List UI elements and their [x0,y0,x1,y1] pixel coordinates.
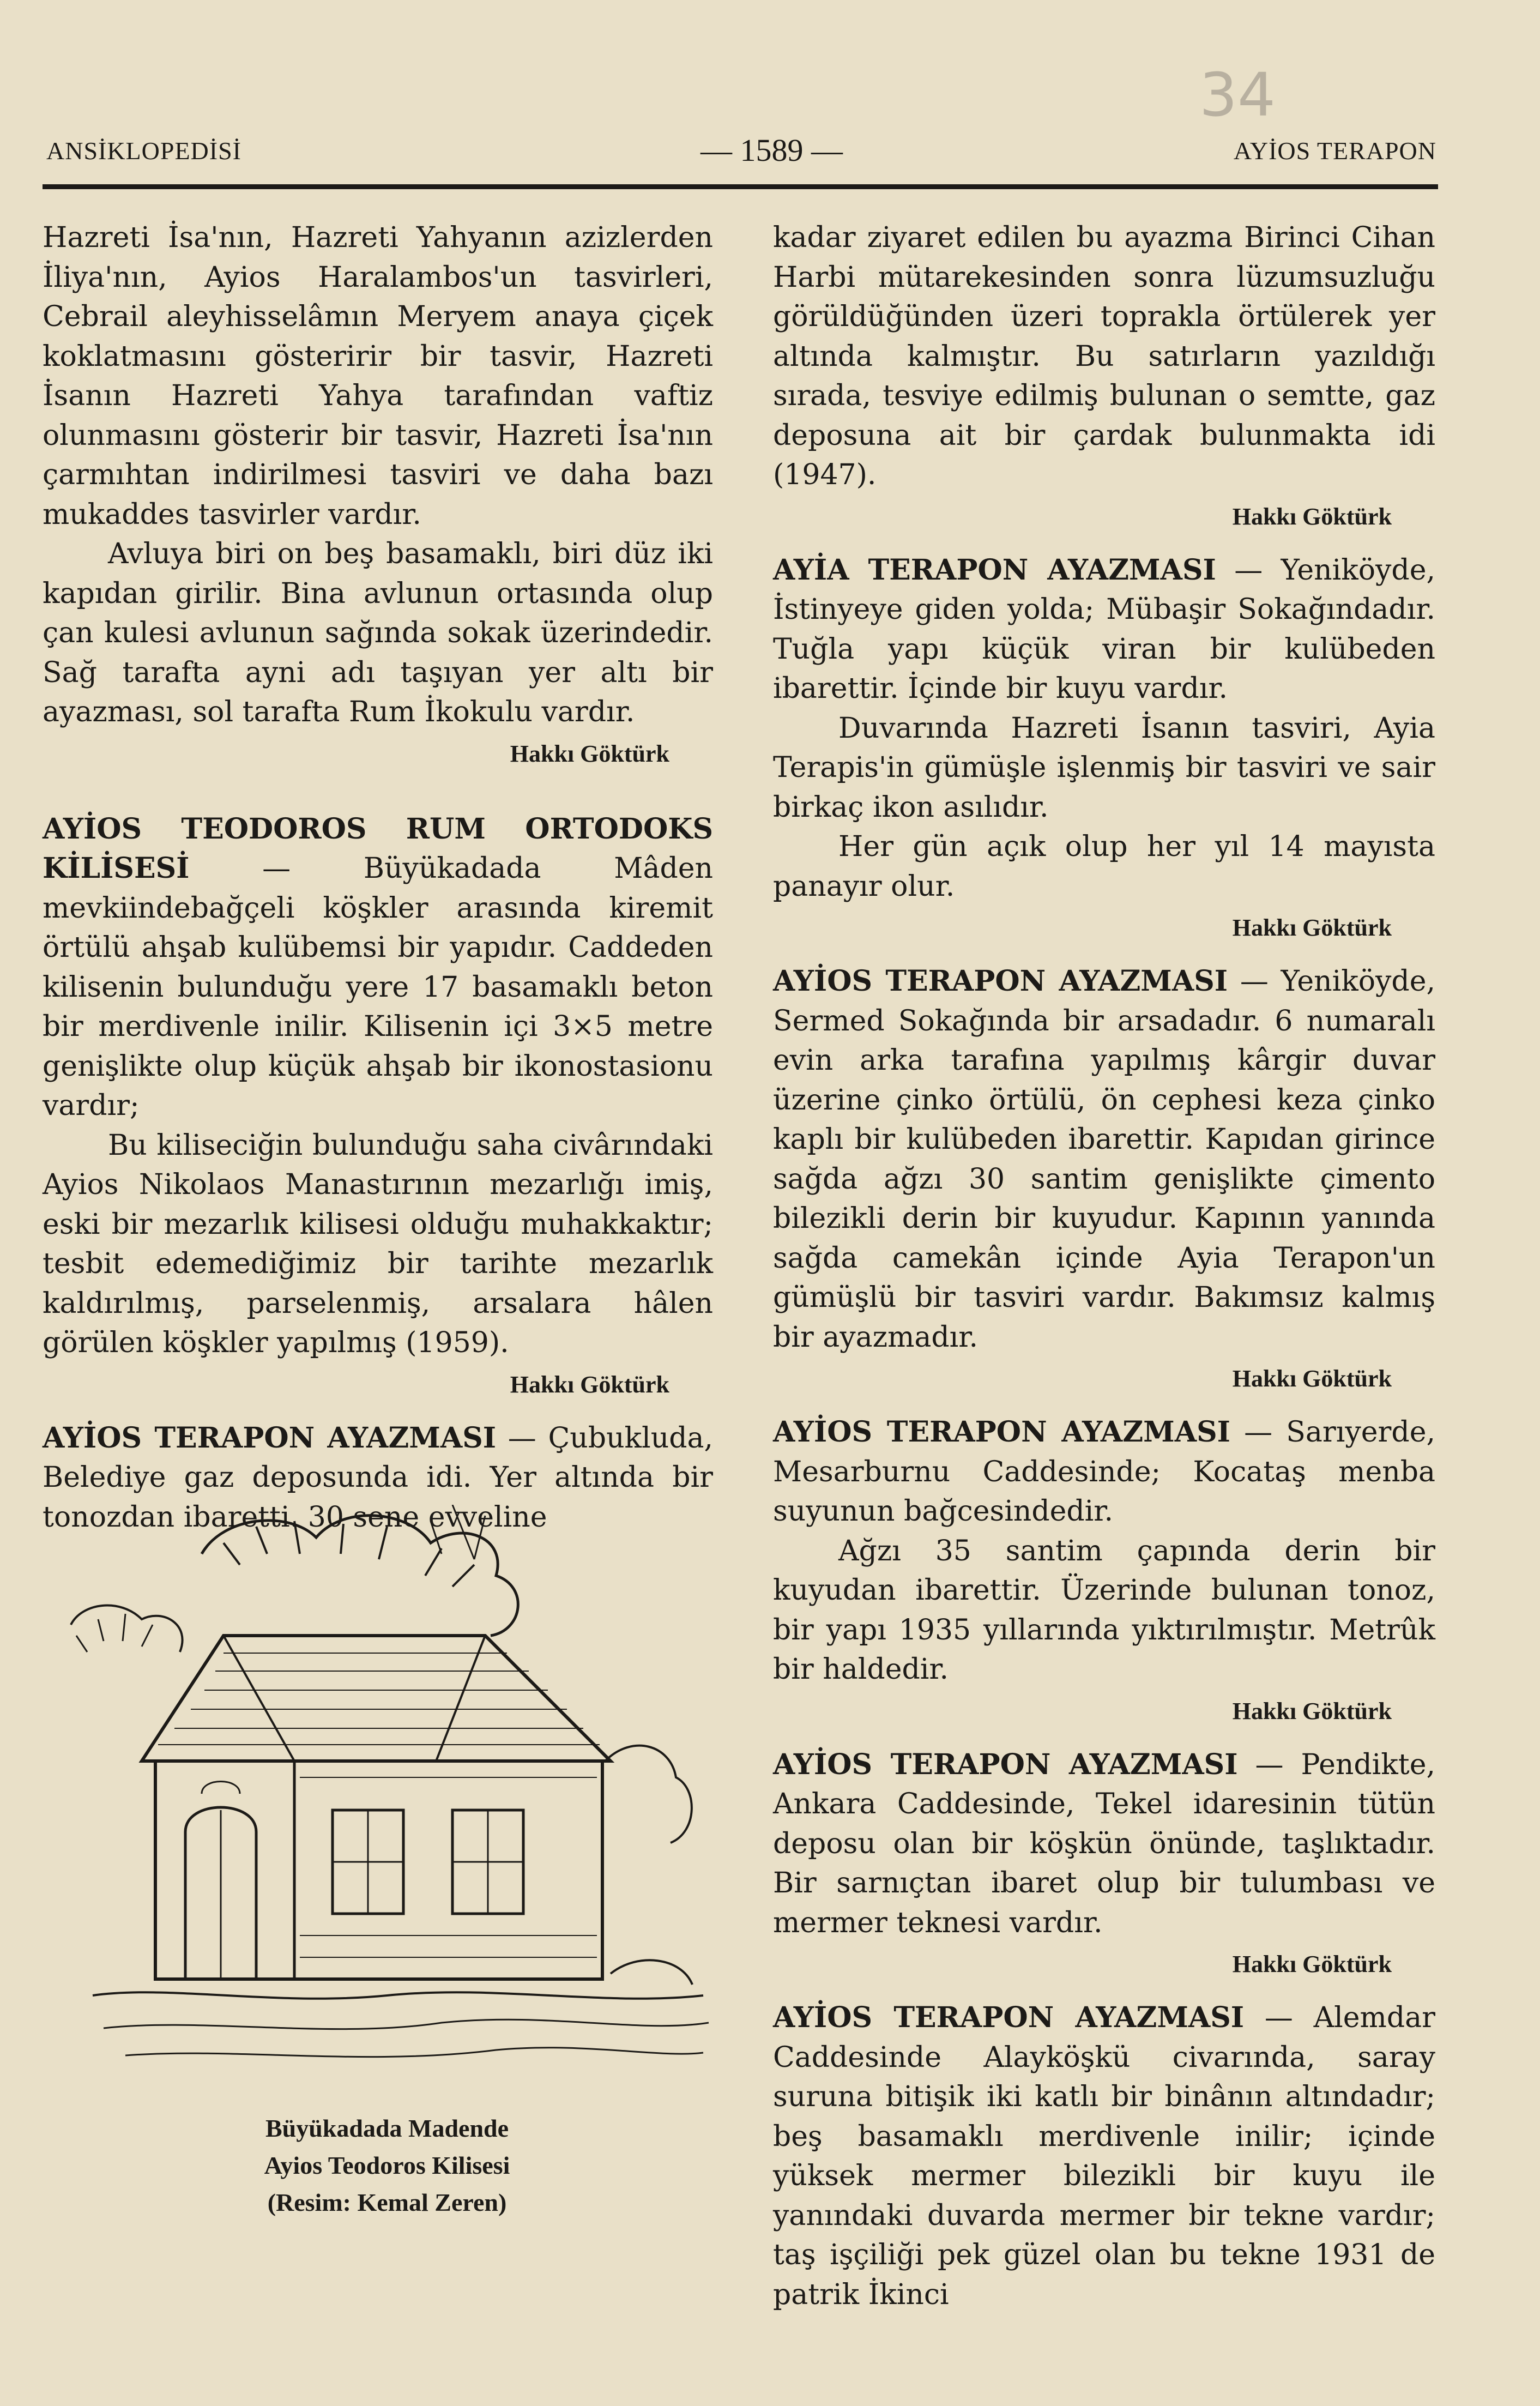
right-column [773,218,1435,2314]
paragraph: Ağzı 35 santim çapında derin bir kuyudan ibarettir. Üzerinde bulunan tonoz, bir yapı 1935 yıllarında yıktırılmıştır. Metrûk bir haldedir. [773,1534,1435,1686]
entry-ayios-teodoros [43,810,713,1126]
entry-text: — Yeniköyde, İstinyeye giden yolda; Mübaşir Sokağındadır. Tuğla yapı küçük viran bir kulübeden ibarettir. İçinde bir kuyu vardır. [773,553,1436,705]
caption-line: Büyükadada Madende [265,2114,509,2142]
author-signature: Hakkı Göktürk [510,1371,669,1398]
paragraph: Her gün açık olup her yıl 14 mayısta panayır olur. [773,830,1435,903]
entry-title: AYİOS TERAPON AYAZMASI [773,1415,1230,1449]
author-signature: Hakkı Göktürk [1232,1365,1392,1392]
author-signature: Hakkı Göktürk [1232,503,1392,530]
paragraph: Duvarında Hazreti İsanın tasviri, Ayia Terapis'in gümüşle işlenmiş bir tasviri ve sair birkaç ikon asılıdır. [773,711,1435,824]
entry-title: AYİA TERAPON AYAZMASI [773,553,1216,587]
entry-ayios-terapon-alemdar [773,1998,1435,2314]
author-signature: Hakkı Göktürk [1232,1697,1392,1724]
handwritten-page-note: 34 [1199,60,1276,130]
left-column [43,218,713,1537]
author-signature: Hakkı Göktürk [510,740,669,767]
caption-line: Ayios Teodoros Kilisesi [264,2151,510,2179]
entry-title: AYİOS TERAPON AYAZMASI [43,1421,497,1455]
running-header [46,132,1436,174]
page-number: — 1589 — [700,132,843,168]
paragraph: Hazreti İsa'nın, Hazreti Yahyanın azizlerden İliya'nın, Ayios Haralambos'un tasvirleri, Cebrail aleyhisselâmın Meryem anaya çiçek koklatmasını gösteririr bir tasvir, Hazreti İsanın Hazreti Yahya tarafından vaftiz olunmasını gösterir bir tasvir, Hazreti İsa'nın çarmıhtan indirilmesi tasviri ve daha bazı mukaddes tasvirler vardır. [43,221,713,531]
entry-text: — Çubukluda, Belediye gaz deposunda idi. Yer altında bir tonozdan ibaretti. 30 sene evveline [43,1421,714,1534]
entry-ayios-terapon-pendik [773,1745,1435,1943]
entry-text: — Sarıyerde, Mesarburnu Caddesinde; Kocataş menba suyunun bağcesindedir. [773,1416,1435,1528]
header-left: ANSİKLOPEDİSİ [46,137,241,165]
header-rule [43,184,1438,189]
paragraph: Avluya biri on beş basamaklı, biri düz iki kapıdan girilir. Bina avlunun ortasında olup çan kulesi avlunun sağında sokak üzerindedir. Sağ tarafta ayni adı taşıyan yer altı bir ayazması, sol tarafta Rum İkokulu vardır. [43,538,713,728]
entry-title: AYİOS TERAPON AYAZMASI [773,1747,1238,1781]
paragraph: kadar ziyaret edilen bu ayazma Birinci Cihan Harbi mütarekesinden sonra lüzumsuzluğu görüldüğünden üzeri toprakla örtülerek yer altında kalmıştır. Bu satırların yazıldığı sırada, tesviye edilmiş bulunan o semtte, gaz deposuna ait bir çardak bulunmakta idi (1947). [773,221,1435,491]
author-signature: Hakkı Göktürk [1232,1951,1392,1977]
entry-ayios-terapon-sermed [773,962,1435,1357]
entry-title: AYİOS TEODOROS RUM ORTODOKS KİLİSESİ [43,812,713,885]
church-illustration [60,1505,720,2088]
header-right: AYİOS TERAPON [1233,137,1436,165]
paragraph: Bu kiliseciğin bulunduğu saha civârındaki Ayios Nikolaos Manastırının mezarlığı imiş, eski bir mezarlık kilisesi olduğu muhakkaktır; tesbit edemediğimiz bir tarihte mezarlık kaldırılmış, parselenmiş, arsalara hâlen görülen köşkler yapılmış (1959). [43,1129,713,1359]
entry-text: — Büyükadada Mâden mevkiindebağçeli köşkler arasında kiremit örtülü ahşab kulübemsi bir yapıdır. Caddeden kilisenin bulunduğu yere 17 basamaklı beton bir merdivenle inilir. Kilisenin içi 3×5 metre genişlikte olup küçük ahşab bir ikonostasionu vardır; [43,852,713,1122]
caption-line: (Resim: Kemal Zeren) [267,2188,507,2216]
entry-ayios-terapon-sariyer [773,1413,1435,1531]
entry-text: — Pendikte, Ankara Caddesinde, Tekel idaresinin tütün deposu olan bir köşkün önünde, taşlıktadır. Bir sarnıçtan ibaret olup bir tulumbası ve mermer teknesi vardır. [773,1748,1436,1939]
entry-ayia-terapon-yenikoy [773,551,1435,709]
entry-title: AYİOS TERAPON AYAZMASI [773,964,1228,998]
entry-text: — Alemdar Caddesinde Alayköşkü civarında, saray suruna bitişik iki katlı bir binânın altındadır; beş basamaklı merdivenle inilir; içinde yüksek mermer bilezikli bir kuyu ile yanındaki duvarda mermer bir tekne vardır; taş işçiliği pek güzel olan bu tekne 1931 de patrik İkinci [773,2001,1435,2311]
entry-title: AYİOS TERAPON AYAZMASI [773,2001,1245,2034]
entry-text: — Yeniköyde, Sermed Sokağında bir arsadadır. 6 numaralı evin arka tarafına yapılmış kârgir duvar üzerine çinko örtülü, ön cephesi keza çinko kaplı bir kulübeden ibarettir. Kapıdan girince sağda ağzı 30 santim genişlikte çimento bilezikli derin bir kuyudur. Kapının yanında sağda camekân içinde Ayia Terapon'un gümüşlü bir tasviri vardır. Bakımsız kalmış bir ayazmadır. [773,965,1436,1354]
author-signature: Hakkı Göktürk [1232,914,1392,941]
illustration-caption [60,2110,714,2221]
